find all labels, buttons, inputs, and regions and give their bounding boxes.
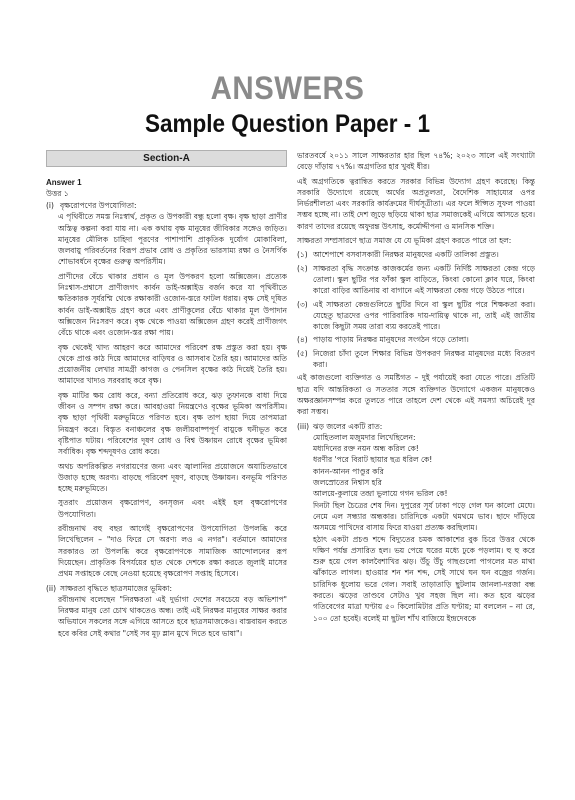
paragraph: এ পৃথিবীতে সমস্ত নিঃস্বার্থ, প্রকৃত ও উপকারী বন্ধু হলো বৃক্ষ। বৃক্ষ ছাড়া প্রাণীর অস্তিত্ব কল্পনা করা যায় না। এক কথায় বৃক্ষ মানুষের জীবিকার সঙ্গেও জড়িত। মানুষের মৌলিক চাহিদা পূরণের পাশাপাশি প্রাকৃতিক দুর্যোগ মোকাবিলা, জলবায়ু পরিবর্তনের বিরূপ প্রভাব রোধ ও প্রকৃতির ভারসাম্য রক্ষা ও নৈসর্গিক শোভাবর্ধনে বৃক্ষের গুরুত্ব অপরিসীম। — [58, 212, 287, 267]
list-item — [297, 299, 535, 333]
item-ii-label: (ii) — [46, 583, 57, 593]
paragraph: দিনটা ছিল চৈত্রের শেষ দিন। দুপুরের সূর্য ঢাকা পড়ে গেল ঘন কালো মেঘে। নেমে এল সন্ধ্যার অন্ধকার। চারিদিকে একটা থমথমে ভাব। ছাদে দাঁড়িয়ে অসময়ে পাখিদের বাসায় ফিরে যাওয়া প্রত্যক্ষ করছিলাম। — [313, 500, 535, 533]
item-iii-label: (iii) — [297, 421, 310, 431]
paragraph: সাক্ষরতা সম্প্রসারণে ছাত্র সমাজ যে যে ভূমিকা গ্রহণ করতে পারে তা হল: — [297, 236, 512, 246]
paragraph: রবীন্দ্রনাথ বলেছেন "নিরক্ষরতা এই দুর্ভাগা দেশের সবচেয়ে বড় অভিশাপ" নিরক্ষর মানুষ তো চোখ থাকতেও অন্ধ। তাই এই নিরক্ষর মানুষের সাক্ষর করার অভিযানে সকলের সঙ্গে এগিয়ে আসতে হবে ছাত্রসমাজকেও। বাস্তবায়ন করতে হবে কবির সেই কথার "সেই সব মূঢ় ম্লান মুখে দিতে হবে ভাষা"। — [58, 594, 287, 638]
paragraph: এই অগ্রগতিকে ত্বরান্বিত করতে সরকার বিভিন্ন উদ্যোগ গ্রহণ করেছে। কিন্তু সরকারি উদ্যোগে রয়েছে অর্থের অপ্রতুলতা, বৈদেশিক সাহায্যের ওপর নির্ভরশীলতা এবং সরকারি কার্যক্রমের দীর্ঘসূত্রীতা। এর ফলে ঈপ্সিত সুফল পাওয়া সম্ভব হচ্ছে না। তাই দেশ জুড়ে ছড়িয়ে থাকা ছাত্র সমাজকেই এগিয়ে আসতে হবে। কারণ তাদের রয়েছে অফুরন্ত উৎসাহ, কর্মোদ্দীপনা ও মানসিক শক্তি। — [297, 176, 535, 231]
list-item-text: নিজেরা চাঁদা তুলে শিক্ষার বিভিন্ন উপকরণ নিরক্ষর মানুষদের মধ্যে বিতরণ করা। — [313, 348, 535, 370]
list-item-text: এই সাক্ষরতা কেন্দ্রগুলিতে ছুটির দিনে বা স্কুল ছুটির পরে শিক্ষকতা করা। যেহেতু ছাত্রদের ওপর পারিবারিক দায়-দায়িত্ব থাকে না, তাই এই জাতীয় কাজে কিছুটা সময় তারা ব্যয় করতেই পারে। — [313, 299, 535, 332]
paragraph: বৃক্ষ থেকেই খাদ্য আহরণ করে আমাদের পরিবেশ রক্ষ প্রস্তুত করা হয়। বৃক্ষ থেকে প্রাপ্ত কাঠ দিয়ে আমাদের বাড়িঘর ও আসবাব তৈরি হয়। আমাদের অতি প্রয়োজনীয় লেখার সামগ্রী কাগজ ও পেনসিল বৃক্ষের কাঠ দিয়েই তৈরি হয়। আমাদের খাদ্যও সরবরাহ করে বৃক্ষ। — [58, 342, 287, 386]
answer-sub-label: উত্তর ১ — [46, 189, 69, 198]
paragraph: অথচ অপরিকল্পিত নগরায়ণের জন্য এবং জ্বালানির প্রয়োজনে অযাচিতভাবে উজাড় হচ্ছে অরণ্য। বাড়ছে পরিবেশ দূষণ, বাড়ছে উষ্ণায়ন। বনভূমি পরিণত হচ্ছে মরুভূমিতে। — [58, 461, 287, 494]
poem-line: আলয়ে-কুলায়ে তন্দ্রা ভুলায়ে গগন ভরিল কে! — [313, 489, 448, 499]
list-item-number: (৪) — [297, 335, 308, 345]
list-item-text: সাক্ষরতা বৃদ্ধি সংক্রান্ত কাজকর্মের জন্য একটি নির্দিষ্ট সাক্ষরতা কেন্দ্র গড়ে তোলা। স্কুল ছুটির পর ফাঁকা স্কুল বাড়িতে, কিংবা কোনো ক্লাব ঘরে, কিংবা কারো বাড়ির আঙিনায় বা বাগানে এই সাক্ষরতা কেন্দ্র গড়ে উঠতে পারে। — [313, 263, 535, 296]
poem-line: ধরণীর 'পরে বিরাট ছায়ার ছত্র ধরিল কে! — [313, 455, 433, 465]
paragraph: এই কাজগুলো ব্যক্তিগত ও সমষ্টিগত – দুই পর্যায়েই করা যেতে পারে। প্রতিটি ছাত্র যদি আন্তরিকতা ও সততার সঙ্গে ব্যক্তিগত উদ্যোগে একজন মানুষকেও অক্ষরজ্ঞানসম্পন্ন করে তুলতে পারে তাহলে দেশ থেকে এই সমস্যা অচিরেই দূর করা সম্ভব। — [297, 373, 535, 417]
item-ii-title: সাক্ষরতা বৃদ্ধিতে ছাত্রসমাজের ভূমিকা: — [60, 583, 172, 593]
list-item — [297, 249, 535, 260]
left-column — [46, 150, 287, 790]
poem-line: কানন-আনন পাণ্ডুর করি — [313, 466, 384, 476]
item-i-header — [46, 200, 287, 211]
item-iii-header — [297, 421, 535, 432]
list-item-number: (৫) — [297, 348, 308, 358]
item-iii-title: ঝড় জলের একটি রাত: — [313, 421, 383, 431]
list-item-text: পাড়ায় পাড়ায় নিরক্ষর মানুষদের সংগঠন গড়ে তোলা। — [313, 335, 469, 345]
list-item-number: (১) — [297, 250, 308, 260]
item-ii-header — [46, 583, 287, 594]
paragraph: বৃক্ষ মাটির ক্ষয় রোধ করে, বন্যা প্রতিরোধ করে, ঝড় তুফানকে বাধা দিয়ে জীবন ও সম্পদ রক্ষা করে। আবহাওয়া নিয়ন্ত্রণেও বৃক্ষের ভূমিকা অপরিসীম। বৃক্ষ ছাড়া পৃথিবী মরুভূমিতে পরিণত হবে। বৃক্ষ তাপ ছায়া দিয়ে তাপমাত্রা নিয়ন্ত্রণ করে। বিস্তৃত বনাঞ্চলের বৃক্ষ জলীয়বাষ্পপূর্ণ বায়ুকে ঘনীভূত করে বৃষ্টিপাত ঘটায়। পরিবেশের দূষণ রোধ ও বিশ্ব উষ্ণায়ন রোধে বৃক্ষের ভূমিকা সর্বাধিক। বৃক্ষ শব্দদূষণও রোধ করে। — [58, 390, 287, 457]
poem-line: মধ্যদিনের রক্ত নয়ন অন্ধ করিল কে! — [313, 444, 419, 454]
paragraph: সুতরাং প্রয়োজন বৃক্ষরোপণ, বনসৃজন এবং এইই হল বৃক্ষরোপণের উপযোগিতা। — [58, 498, 287, 519]
poem-line: মোহিতলাল মজুমদার লিখেছিলেন: — [313, 432, 416, 442]
item-i-title: বৃক্ষরোপণের উপযোগিতা: — [60, 201, 137, 210]
list-item-number: (৩) — [297, 299, 308, 309]
paragraph: ভারতবর্ষে ২০১১ সালে সাক্ষরতার হার ছিল ৭৪%; ২০২৩ সালে এই সংখ্যাটা বেড়ে দাঁড়ায় ৭৭%। অগ্রগতির হার খুবই ধীর। — [297, 151, 535, 172]
answer-label: Answer 1 — [46, 178, 82, 187]
item-i-label: (i) — [46, 201, 54, 210]
paragraph: রবীন্দ্রনাথ বহু বছর আগেই বৃক্ষরোপণের উপযোগিতা উপলব্ধি করে লিখেছিলেন – "দাও ফিরে সে অরণ্য লও এ নগর"। বর্তমানে আমাদের সরকারও তা উপলব্ধি করে বৃক্ষরোপণকে সামাজিক আন্দোলনের রূপ দিয়েছেন। প্রাকৃতিক বিপর্যয়ের হাত থেকে দেশকে রক্ষা করতে জুলাই মাসের প্রথম সপ্তাহকে বেছে নেওয়া হয়েছে বৃক্ষরোপণ সপ্তাহ হিসেবে। — [58, 524, 287, 579]
paragraph: প্রাণীদের বেঁচে থাকার প্রধান ও মূল উপকরণ হলো অক্সিজেন। প্রত্যেক নিঃশ্বাস-প্রশ্বাসে প্রাণীজগৎ কার্বন ডাই-অক্সাইড বর্জন করে যা পৃথিবীতে ক্ষতিকারক সূর্যরশ্মি থেকে রক্ষাকারী ওজোন-স্তরে ফাটল ধরায়। বৃক্ষ সেই দূষিত কার্বন ডাই-অক্সাইড গ্রহণ করে এবং প্রাণীকুলের বেঁচে থাকার মূল উপাদান অক্সিজেন নিঃসরণ করে। বৃক্ষ থেকে পাওয়া অক্সিজেন গ্রহণ করেই প্রাণীজগৎ বেঁচে থাকে এবং ওজোন-স্তর রক্ষা পায়। — [58, 271, 287, 338]
paragraph: হঠাৎ একটা প্রচণ্ড শব্দে বিদ্যুতের চমক আকাশের বুক চিরে উত্তর থেকে দক্ষিণ পর্যন্ত প্রসারিত হল। ভয় পেয়ে ঘরের মধ্যে ঢুকে পড়লাম। হু হু করে শুরু হয়ে গেল কালবৈশাখির ঝড়। উঁচু উঁচু গাছগুলো পাগলের মত মাথা ঝাঁকাতে লাগল। হাওয়ার শন শন শব্দ, সেই সাথে ঘন ঘন বজ্রের গর্জন। চারিদিক ধুলোয় ভরে গেল। সবাই তাড়াতাড়ি ছুটলাম জানলা-দরজা বন্ধ করতে। ঝড়ের তাণ্ডবে সেটাও খুব সহজ ছিল না। কত হবে ঝড়ের গতিবেগের মাত্রা ঘণ্টায় ৫০ কিলোমিটার প্রতি ঘণ্টায়; মা বললেন – না রে, ১০০ তো হবেই। বলেই মা ছুটল শাঁখ বাজিয়ে ইন্দ্রদেবকে — [313, 534, 535, 623]
right-column — [297, 150, 535, 790]
list-item — [297, 348, 535, 371]
section-label: Section-A — [46, 150, 287, 167]
list-item-number: (২) — [297, 263, 308, 273]
poem-line: জলস্রোতের নিশ্বাস হরি — [313, 478, 382, 488]
list-item — [297, 334, 535, 345]
paper-title: Sample Question Paper - 1 — [144, 110, 431, 138]
list-item — [297, 263, 535, 297]
list-item-text: আশেপাশে বসবাসকারী নিরক্ষর মানুষদের একটি তালিকা প্রস্তুত। — [313, 250, 499, 260]
answers-heading: ANSWERS — [210, 70, 365, 106]
